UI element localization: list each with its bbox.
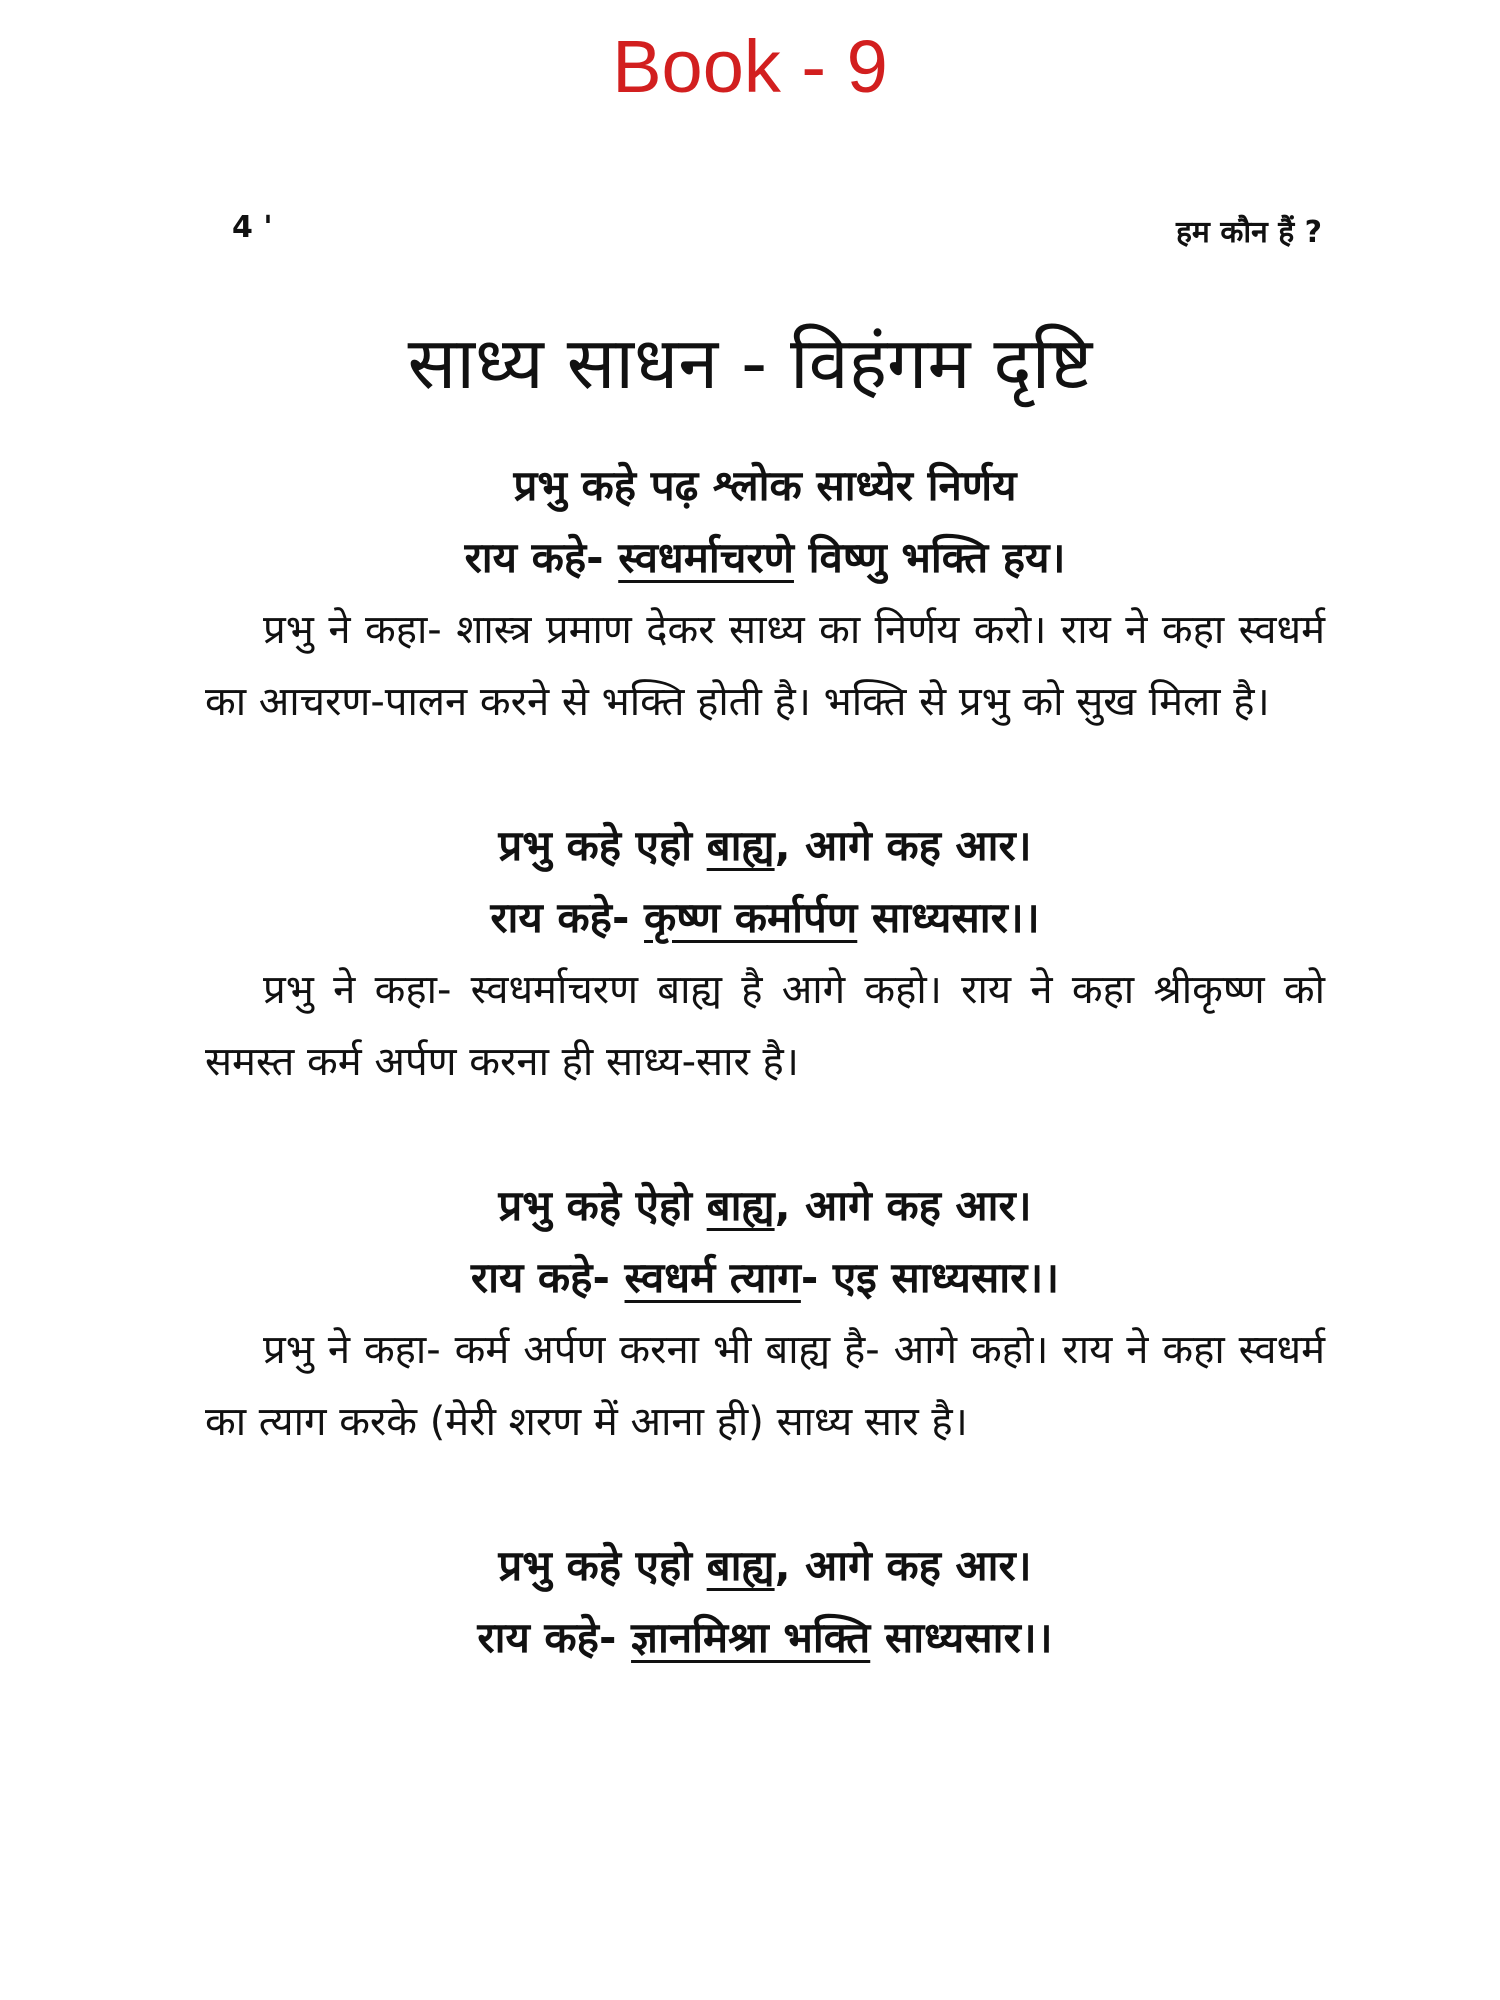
page-number: 4 ': [232, 210, 273, 245]
page-content: [205, 450, 1325, 1746]
section-2: [205, 810, 1325, 1098]
verse-underlined-term: बाह्य: [706, 1541, 775, 1590]
section-1: [205, 450, 1325, 738]
verse-text: , आगे कह आर।: [774, 1541, 1032, 1590]
verse-underlined-term: स्वधर्म त्याग: [624, 1253, 801, 1302]
verse-line: [205, 522, 1325, 594]
verse-text: राय कहे-: [490, 893, 645, 942]
verse-text: प्रभु कहे एहो: [498, 1541, 707, 1590]
verse-text: राय कहे-: [464, 533, 619, 582]
verse-underlined-term: स्वधर्माचरणे: [618, 533, 794, 582]
verse-underlined-term: कृष्ण कर्मार्पण: [644, 893, 858, 942]
verse-text: - एइ साध्यसार।।: [800, 1253, 1060, 1302]
verse-line: [205, 450, 1325, 522]
verse-text: साध्यसार।।: [857, 893, 1040, 942]
verse-underlined-term: बाह्य: [706, 821, 775, 870]
verse-text: प्रभु कहे एहो: [498, 821, 707, 870]
chapter-title: साध्य साधन - विहंगम दृष्टि: [407, 321, 1093, 405]
verse-line: [205, 1530, 1325, 1602]
verse-text: प्रभु कहे ऐहो: [498, 1181, 707, 1230]
verse-line: [205, 1242, 1325, 1314]
verse-text: विष्णु भक्ति हय।: [793, 533, 1066, 582]
verse-line: [205, 882, 1325, 954]
section-4: [205, 1530, 1325, 1674]
prose-paragraph: प्रभु ने कहा- स्वधर्माचरण बाह्य है आगे कहो। राय ने कहा श्रीकृष्ण को समस्त कर्म अर्पण करना ही साध्य-सार है।: [205, 967, 1325, 1085]
verse-text: , आगे कह आर।: [774, 1181, 1032, 1230]
verse-text: साध्यसार।।: [870, 1613, 1053, 1662]
verse-text: राय कहे-: [477, 1613, 632, 1662]
verse-underlined-term: बाह्य: [706, 1181, 775, 1230]
verse-line: [205, 1170, 1325, 1242]
verse-line: [205, 1602, 1325, 1674]
verse-line: [205, 810, 1325, 882]
section-3: [205, 1170, 1325, 1458]
verse-underlined-term: ज्ञानमिश्रा भक्ति: [631, 1613, 871, 1662]
running-head: हम कौन हैं ?: [1176, 215, 1322, 250]
verse-text: प्रभु कहे पढ़ श्लोक साध्येर निर्णय: [513, 461, 1017, 510]
prose-paragraph: प्रभु ने कहा- शास्त्र प्रमाण देकर साध्य का निर्णय करो। राय ने कहा स्वधर्म का आचरण-पालन करने से भक्ति होती है। भक्ति से प्रभु को सुख मिला है।: [205, 607, 1325, 725]
verse-text: , आगे कह आर।: [774, 821, 1032, 870]
prose-paragraph: प्रभु ने कहा- कर्म अर्पण करना भी बाह्य है- आगे कहो। राय ने कहा स्वधर्म का त्याग करके (मेरी शरण में आना ही) साध्य सार है।: [205, 1327, 1325, 1445]
book-label: Book - 9: [612, 25, 888, 108]
verse-text: राय कहे-: [470, 1253, 625, 1302]
